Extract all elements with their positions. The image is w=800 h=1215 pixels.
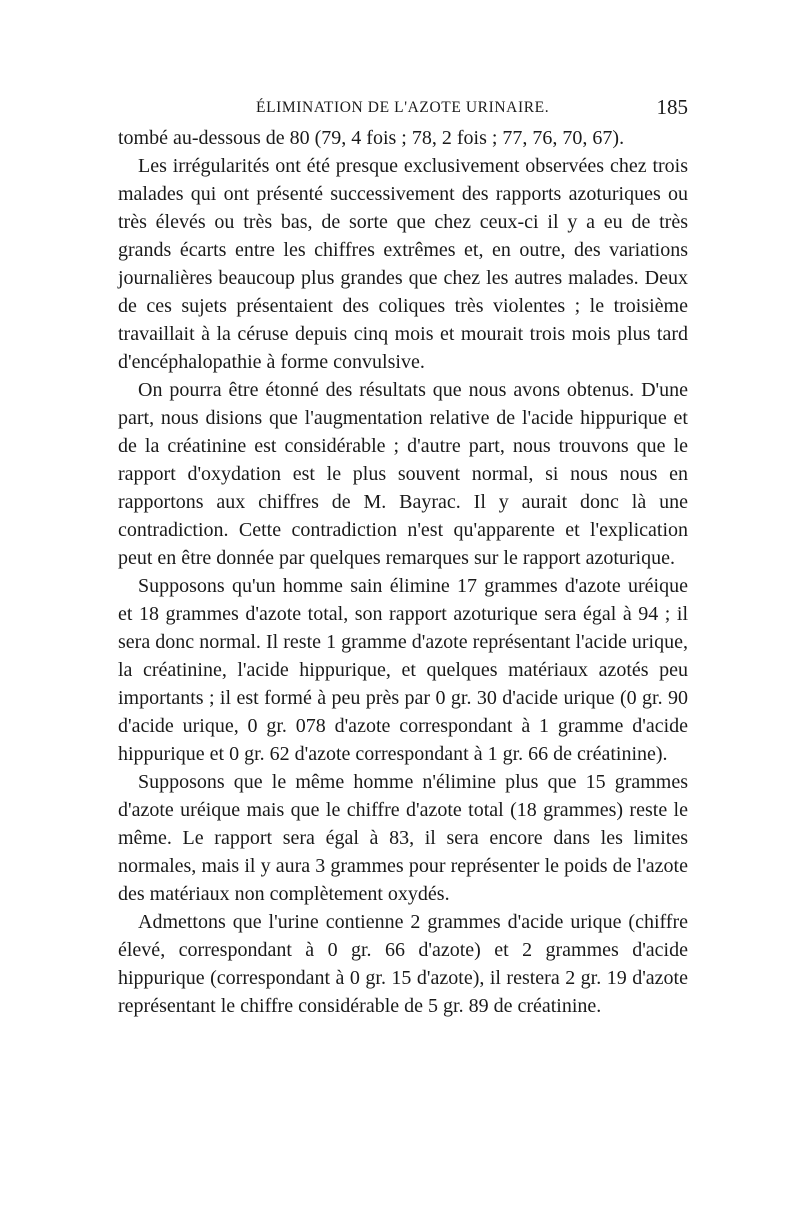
paragraph: On pourra être étonné des résultats que nous avons obtenus. D'une part, nous disions que l'augmentation relative de l'acide hippurique et de la créatinine est considérable ; d'autre part, nous trouvons que le rapport d'oxydation est le plus souvent normal, si nous nous en rapportons aux chiffres de M. Bayrac. Il y aurait donc là une contradiction. Cette contradiction n'est qu'apparente et l'explication peut en être donnée par quelques remarques sur le rapport azoturique. [118,379,688,569]
running-header [118,95,688,121]
paragraph: Les irrégularités ont été presque exclusivement observées chez trois malades qui ont présenté successivement des rapports azoturiques ou très élevés ou très bas, de sorte que chez ceux-ci il y a eu de très grands écarts entre les chiffres extrêmes et, en outre, des variations journalières beaucoup plus grandes que chez les autres malades. Deux de ces sujets présentaient des coliques très violentes ; le troisième travaillait à la céruse depuis cinq mois et mourait trois mois plus tard d'encéphalopathie à forme convulsive. [118,155,688,373]
body-text [118,124,688,1020]
running-title: ÉLIMINATION DE L'AZOTE URINAIRE. [256,99,550,116]
paragraph: Supposons qu'un homme sain élimine 17 grammes d'azote uréique et 18 grammes d'azote total, son rapport azoturique sera égal à 94 ; il sera donc normal. Il reste 1 gramme d'azote représentant l'acide urique, la créatinine, l'acide hippurique, et quelques matériaux azotés peu importants ; il est formé à peu près par 0 gr. 30 d'acide urique (0 gr. 90 d'acide urique, 0 gr. 078 d'azote correspondant à 1 gramme d'acide hippurique et 0 gr. 62 d'azote correspondant à 1 gr. 66 de créatinine). [118,575,688,765]
paragraph: Admettons que l'urine contienne 2 grammes d'acide urique (chiffre élevé, correspondant à 0 gr. 66 d'azote) et 2 grammes d'acide hippurique (correspondant à 0 gr. 15 d'azote), il restera 2 gr. 19 d'azote représentant le chiffre considérable de 5 gr. 89 de créatinine. [118,911,688,1017]
paragraph: Supposons que le même homme n'élimine plus que 15 grammes d'azote uréique mais que le chiffre d'azote total (18 grammes) reste le même. Le rapport sera égal à 83, il sera encore dans les limites normales, mais il y aura 3 grammes pour représenter le poids de l'azote des matériaux non complètement oxydés. [118,771,688,905]
paragraph-continuation: tombé au-dessous de 80 (79, 4 fois ; 78, 2 fois ; 77, 76, 70, 67). [118,127,625,149]
page-number: 185 [656,95,688,119]
